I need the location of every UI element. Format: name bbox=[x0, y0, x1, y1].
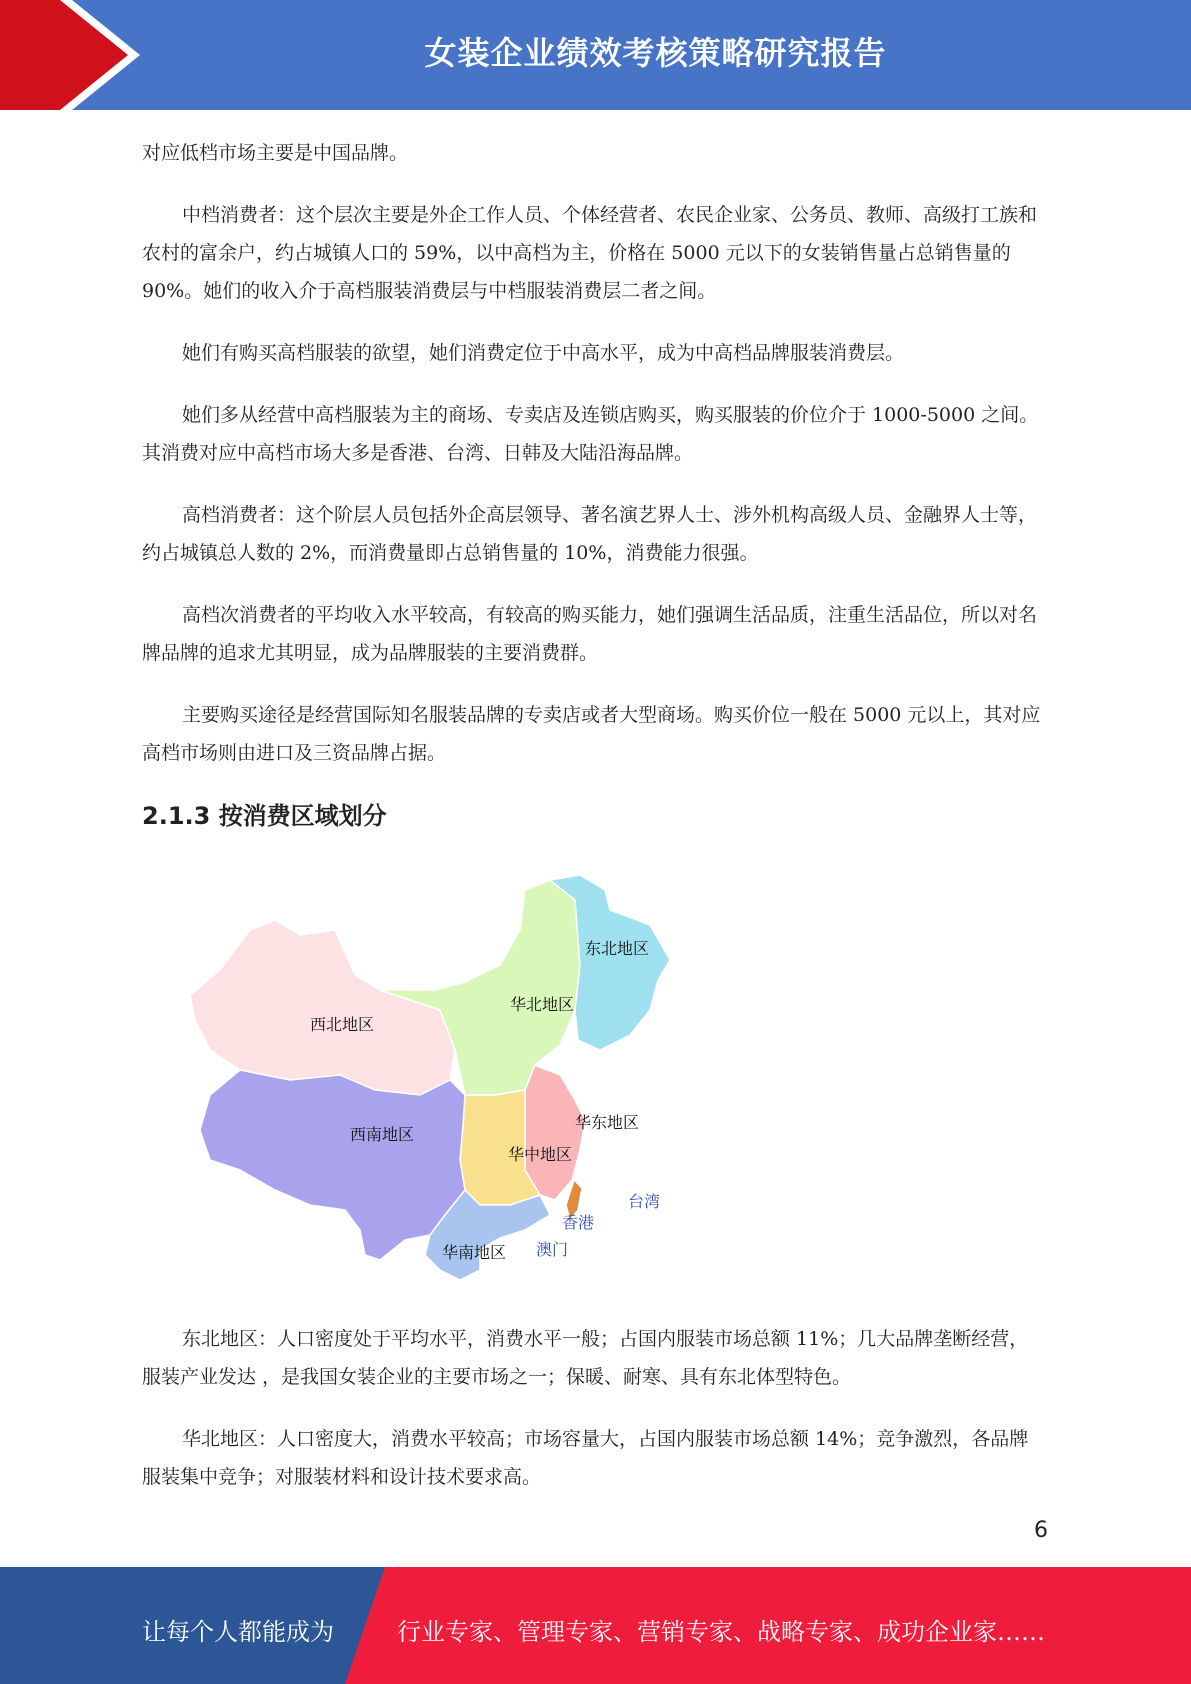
paragraph bbox=[142, 134, 1047, 172]
paragraph-text: 中档消费者：这个层次主要是外企工作人员、个体经营者、农民企业家、公务员、教师、高级打工族和农村的富余户，约占城镇人口的 59%，以中高档为主，价格在 5000 元以下的女装销售量占总销售量的 90%。她们的收入介于高档服装消费层与中档服装消费层二者之间。 bbox=[142, 204, 1038, 302]
paragraph-text: 她们多从经营中高档服装为主的商场、专卖店及连锁店购买，购买服装的价位介于 1000-5000 之间。其消费对应中高档市场大多是香港、台湾、日韩及大陆沿海品牌。 bbox=[142, 404, 1039, 464]
paragraph-text: 她们有购买高档服装的欲望，她们消费定位于中高水平，成为中高档品牌服装消费层。 bbox=[182, 342, 905, 364]
map-label-northwest: 西北地区 bbox=[310, 1015, 375, 1034]
footer-slogan-left: 让每个人都能成为 bbox=[142, 1618, 334, 1646]
map-label-north: 华北地区 bbox=[510, 995, 575, 1014]
region-east-shape bbox=[525, 1065, 585, 1200]
paragraph-text: 高档消费者：这个阶层人员包括外企高层领导、著名演艺界人士、涉外机构高级人员、金融界人士等，约占城镇总人数的 2%，而消费量即占总销售量的 10%，消费能力很强。 bbox=[142, 504, 1038, 564]
paragraph bbox=[142, 496, 1047, 572]
footer-slogan-right: 行业专家、管理专家、营销专家、战略专家、成功企业家…… bbox=[397, 1618, 1045, 1646]
paragraph-text: 对应低档市场主要是中国品牌。 bbox=[142, 142, 409, 164]
header-red-arrow-decoration bbox=[0, 0, 152, 110]
paragraph-text: 华北地区：人口密度大，消费水平较高；市场容量大，占国内服装市场总额 14%；竞争激烈，各品牌服装集中竞争；对服装材料和设计技术要求高。 bbox=[142, 1428, 1029, 1488]
paragraph-text: 主要购买途径是经营国际知名服装品牌的专卖店或者大型商场。购买价位一般在 5000 元以上，其对应高档市场则由进口及三资品牌占据。 bbox=[142, 704, 1041, 764]
region-southwest-shape bbox=[200, 1070, 465, 1260]
bottom-content bbox=[142, 1320, 1047, 1520]
map-label-taiwan: 台湾 bbox=[628, 1192, 661, 1211]
document-title: 女装企业绩效考核策略研究报告 bbox=[424, 34, 887, 72]
main-content bbox=[142, 134, 1047, 831]
page-number: 6 bbox=[1034, 1518, 1048, 1543]
paragraph bbox=[142, 396, 1047, 472]
paragraph bbox=[142, 1420, 1047, 1496]
paragraph bbox=[142, 596, 1047, 672]
paragraph bbox=[142, 1320, 1047, 1396]
map-label-hongkong: 香港 bbox=[562, 1213, 595, 1232]
paragraph bbox=[142, 696, 1047, 772]
map-label-macau: 澳门 bbox=[536, 1240, 569, 1259]
map-label-south: 华南地区 bbox=[442, 1243, 507, 1262]
paragraph-text: 高档次消费者的平均收入水平较高，有较高的购买能力，她们强调生活品质，注重生活品位，所以对名牌品牌的追求尤其明显，成为品牌服装的主要消费群。 bbox=[142, 604, 1038, 664]
china-region-map bbox=[180, 870, 700, 1290]
paragraph-text: 东北地区：人口密度处于平均水平，消费水平一般；占国内服装市场总额 11%；几大品牌垄断经营，服装产业发达 ，是我国女装企业的主要市场之一；保暖、耐寒、具有东北体型特色。 bbox=[142, 1328, 1029, 1388]
paragraph bbox=[142, 334, 1047, 372]
map-label-northeast: 东北地区 bbox=[585, 939, 650, 958]
page-header bbox=[0, 0, 1191, 110]
map-label-central: 华中地区 bbox=[508, 1145, 573, 1164]
map-label-southwest: 西南地区 bbox=[350, 1125, 415, 1144]
region-northwest-shape bbox=[190, 920, 455, 1095]
paragraph bbox=[142, 196, 1047, 310]
section-heading: 2.1.3 按消费区域划分 bbox=[142, 802, 387, 830]
map-label-east: 华东地区 bbox=[575, 1113, 640, 1132]
